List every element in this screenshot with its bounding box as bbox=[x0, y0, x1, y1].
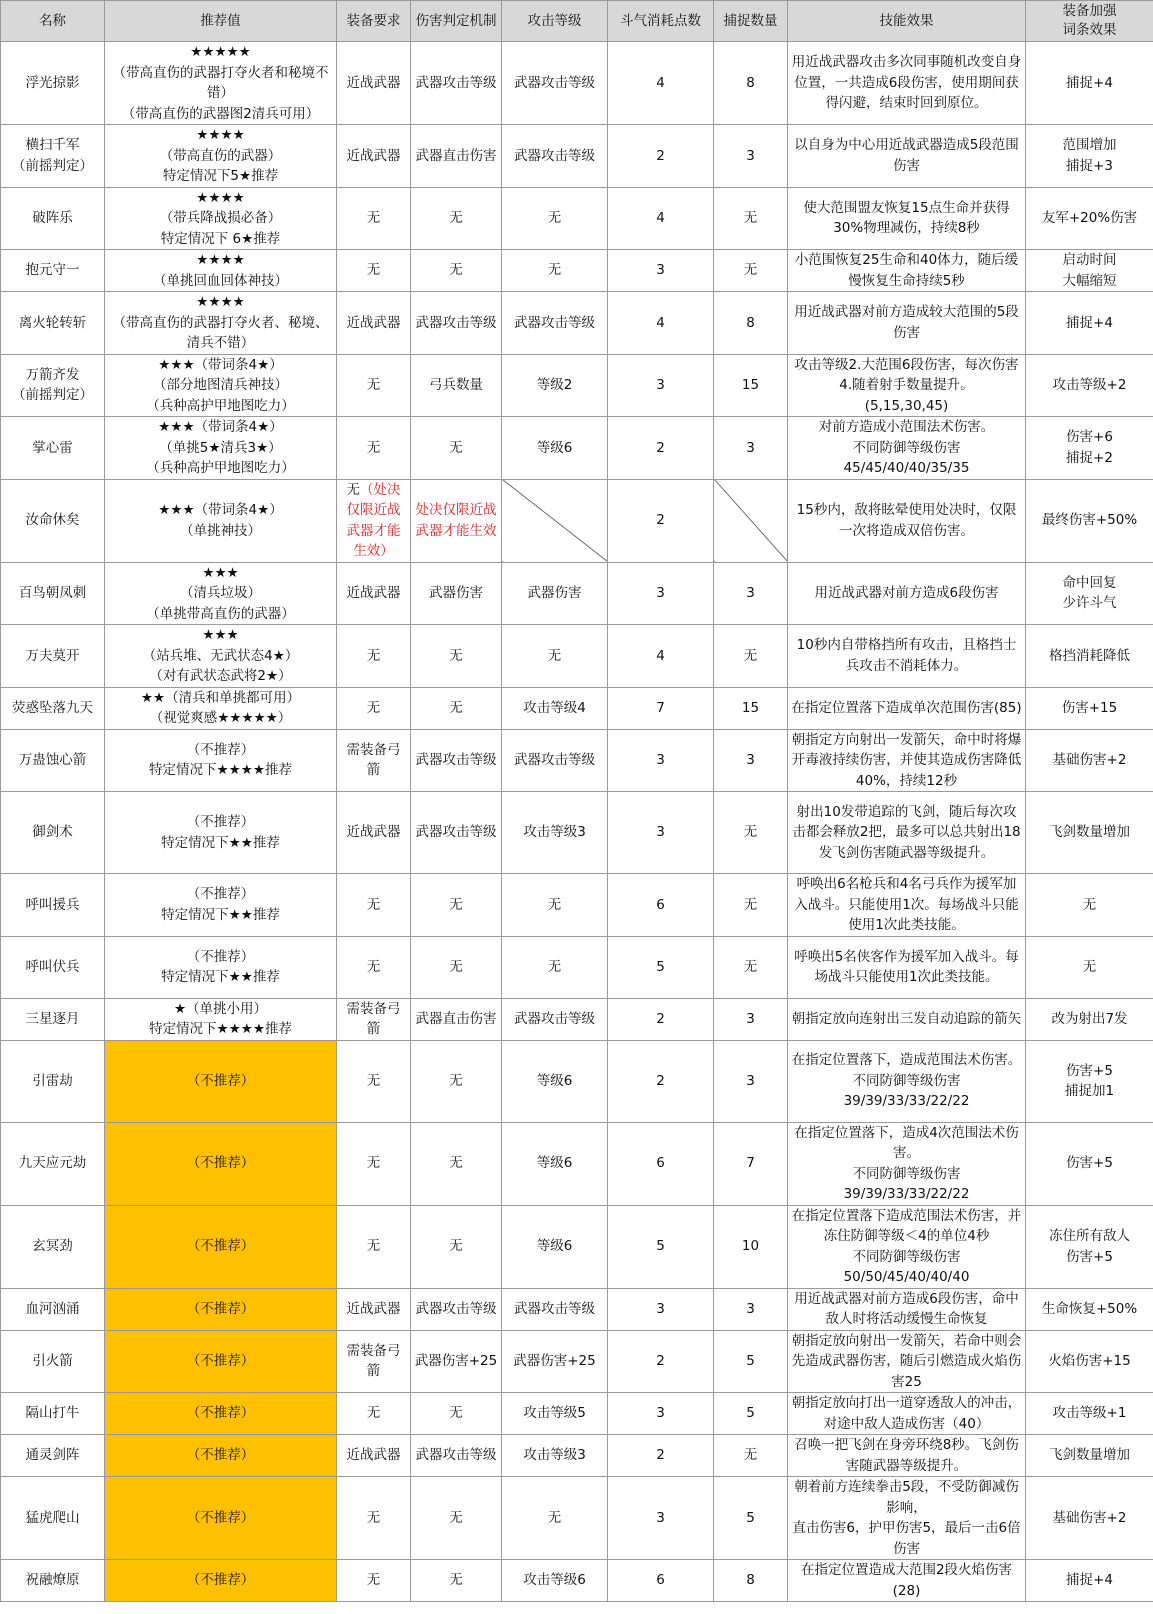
cell-bonus: 范围增加 捕捉+3 bbox=[1026, 125, 1153, 188]
cell-recommendation: （不推荐） 特定情况下★★推荐 bbox=[105, 792, 337, 874]
cell-equipment: 无 bbox=[337, 354, 411, 417]
cell-catch-count: 7 bbox=[714, 1122, 788, 1205]
cell-damage-mechanism: 无 bbox=[411, 687, 502, 729]
cell-name: 横扫千军 （前摇判定） bbox=[1, 125, 105, 188]
cell-effect: 在指定位置造成大范围2段火焰伤害(28) bbox=[788, 1560, 1026, 1602]
cell-cost: 3 bbox=[608, 1477, 714, 1560]
cell-damage-mechanism: 武器攻击等级 bbox=[411, 1435, 502, 1477]
cell-bonus: 启动时间 大幅缩短 bbox=[1026, 250, 1153, 292]
cell-equipment: 无（处决仅限近战武器才能生效） bbox=[337, 479, 411, 562]
cell-cost: 3 bbox=[608, 1393, 714, 1435]
cell-attack-level: 武器攻击等级 bbox=[502, 125, 608, 188]
cell-bonus: 伤害+6 捕捉+2 bbox=[1026, 417, 1153, 480]
cell-name: 万箭齐发 （前摇判定） bbox=[1, 354, 105, 417]
cell-catch-count: 8 bbox=[714, 1560, 788, 1602]
cell-recommendation: （不推荐） bbox=[105, 1040, 337, 1122]
cell-bonus: 火焰伤害+15 bbox=[1026, 1330, 1153, 1393]
cell-attack-level: 等级6 bbox=[502, 1205, 608, 1288]
cell-catch-count: 无 bbox=[714, 792, 788, 874]
cell-bonus: 飞剑数量增加 bbox=[1026, 792, 1153, 874]
cell-effect: 在指定位置落下造成单次范围伤害(85) bbox=[788, 687, 1026, 729]
cell-attack-level: 无 bbox=[502, 1477, 608, 1560]
cell-damage-mechanism: 无 bbox=[411, 936, 502, 998]
cell-catch-count: 8 bbox=[714, 292, 788, 355]
cell-catch-count: 3 bbox=[714, 998, 788, 1040]
cell-catch-count: 3 bbox=[714, 125, 788, 188]
cell-bonus: 伤害+5 bbox=[1026, 1122, 1153, 1205]
cell-attack-level: 武器攻击等级 bbox=[502, 729, 608, 792]
cell-effect: 15秒内，敌将眩晕使用处决时，仅限一次将造成双倍伤害。 bbox=[788, 479, 1026, 562]
cell-catch-count: 无 bbox=[714, 874, 788, 937]
table-row bbox=[1, 125, 1153, 188]
table-row bbox=[1, 187, 1153, 250]
table-row bbox=[1, 687, 1153, 729]
cell-cost: 4 bbox=[608, 42, 714, 125]
cell-name: 九天应元劫 bbox=[1, 1122, 105, 1205]
cell-name: 猛虎爬山 bbox=[1, 1477, 105, 1560]
cell-equipment: 需装备弓箭 bbox=[337, 1330, 411, 1393]
cell-catch-count: 3 bbox=[714, 417, 788, 480]
cell-bonus: 捕捉+4 bbox=[1026, 42, 1153, 125]
cell-name: 三星逐月 bbox=[1, 998, 105, 1040]
cell-name: 玄冥劲 bbox=[1, 1205, 105, 1288]
cell-effect: 用近战武器攻击多次同事随机改变自身位置，一共造成6段伤害，使用期间获得闪避，结束时回到原位。 bbox=[788, 42, 1026, 125]
table-row bbox=[1, 1393, 1153, 1435]
cell-equipment: 无 bbox=[337, 625, 411, 688]
table-row bbox=[1, 936, 1153, 998]
cell-cost: 2 bbox=[608, 1040, 714, 1122]
cell-bonus: 捕捉+4 bbox=[1026, 1560, 1153, 1602]
cell-attack-level: 攻击等级5 bbox=[502, 1393, 608, 1435]
cell-effect: 在指定位置落下造成范围法术伤害，并冻住防御等级＜4的单位4秒 不同防御等级伤害 50/50/45/40/40/40 bbox=[788, 1205, 1026, 1288]
cell-damage-mechanism: 无 bbox=[411, 874, 502, 937]
cell-damage-mechanism: 武器直击伤害 bbox=[411, 998, 502, 1040]
cell-damage-mechanism: 武器攻击等级 bbox=[411, 792, 502, 874]
cell-effect: 在指定位置落下，造成范围法术伤害。 不同防御等级伤害 39/39/33/33/22/22 bbox=[788, 1040, 1026, 1122]
cell-damage-mechanism: 武器攻击等级 bbox=[411, 292, 502, 355]
cell-effect: 朝指定放向打出一道穿透敌人的冲击，对途中敌人造成伤害（40） bbox=[788, 1393, 1026, 1435]
cell-recommendation: （不推荐） bbox=[105, 1122, 337, 1205]
cell-attack-level: 等级6 bbox=[502, 1040, 608, 1122]
cell-equipment: 近战武器 bbox=[337, 125, 411, 188]
cell-damage-mechanism: 处决仅限近战武器才能生效 bbox=[411, 479, 502, 562]
cell-attack-level: 武器攻击等级 bbox=[502, 42, 608, 125]
header-name: 名称 bbox=[1, 1, 105, 42]
cell-bonus: 改为射出7发 bbox=[1026, 998, 1153, 1040]
cell-damage-mechanism: 武器攻击等级 bbox=[411, 42, 502, 125]
cell-effect: 用近战武器对前方造成较大范围的5段伤害 bbox=[788, 292, 1026, 355]
cell-effect: 用近战武器对前方造成6段伤害 bbox=[788, 562, 1026, 625]
cell-equipment: 近战武器 bbox=[337, 792, 411, 874]
cell-cost: 6 bbox=[608, 1122, 714, 1205]
cell-equipment: 无 bbox=[337, 687, 411, 729]
cell-cost: 5 bbox=[608, 936, 714, 998]
cell-cost: 3 bbox=[608, 354, 714, 417]
cell-equipment: 需装备弓箭 bbox=[337, 998, 411, 1040]
cell-recommendation: ★★★★ （单挑回血回体神技） bbox=[105, 250, 337, 292]
cell-bonus: 友军+20%伤害 bbox=[1026, 187, 1153, 250]
cell-cost: 3 bbox=[608, 562, 714, 625]
cell-effect: 朝指定放向射出一发箭矢，若命中则会先造成武器伤害，随后引燃造成火焰伤害25 bbox=[788, 1330, 1026, 1393]
cell-cost: 3 bbox=[608, 792, 714, 874]
cell-recommendation: ★★（清兵和单挑都可用） （视觉爽感★★★★★） bbox=[105, 687, 337, 729]
header-catch-count: 捕捉数量 bbox=[714, 1, 788, 42]
cell-catch-count: 15 bbox=[714, 354, 788, 417]
cell-effect: 朝指定放向连射出三发自动追踪的箭矢 bbox=[788, 998, 1026, 1040]
cell-effect: 呼唤出5名侠客作为援军加入战斗。每场战斗只能使用1次此类技能。 bbox=[788, 936, 1026, 998]
table-row bbox=[1, 1560, 1153, 1602]
cell-name: 浮光掠影 bbox=[1, 42, 105, 125]
cell-attack-level: 武器伤害 bbox=[502, 562, 608, 625]
cell-equipment: 无 bbox=[337, 874, 411, 937]
cell-catch-count: 无 bbox=[714, 1435, 788, 1477]
cell-equipment: 无 bbox=[337, 417, 411, 480]
header-cost: 斗气消耗点数 bbox=[608, 1, 714, 42]
cell-cost: 3 bbox=[608, 250, 714, 292]
cell-name: 隔山打牛 bbox=[1, 1393, 105, 1435]
cell-equipment: 近战武器 bbox=[337, 42, 411, 125]
cell-damage-mechanism: 武器伤害+25 bbox=[411, 1330, 502, 1393]
cell-attack-level: 无 bbox=[502, 187, 608, 250]
cell-cost: 6 bbox=[608, 1560, 714, 1602]
cell-attack-level: 等级2 bbox=[502, 354, 608, 417]
cell-attack-level: 无 bbox=[502, 250, 608, 292]
table-row bbox=[1, 562, 1153, 625]
cell-attack-level bbox=[502, 479, 608, 562]
cell-name: 掌心雷 bbox=[1, 417, 105, 480]
cell-catch-count: 5 bbox=[714, 1330, 788, 1393]
cell-effect: 呼唤出6名枪兵和4名弓兵作为援军加入战斗。只能使用1次。每场战斗只能使用1次此类技能。 bbox=[788, 874, 1026, 937]
cell-catch-count: 3 bbox=[714, 1288, 788, 1330]
table-row bbox=[1, 874, 1153, 937]
cell-attack-level: 无 bbox=[502, 936, 608, 998]
table-row bbox=[1, 250, 1153, 292]
header-equipment: 装备要求 bbox=[337, 1, 411, 42]
cell-recommendation: ★★★★ （带兵降战损必备） 特定情况下 6★推荐 bbox=[105, 187, 337, 250]
cell-recommendation: （不推荐） bbox=[105, 1560, 337, 1602]
cell-catch-count: 5 bbox=[714, 1477, 788, 1560]
cell-bonus: 冻住所有敌人 伤害+5 bbox=[1026, 1205, 1153, 1288]
cell-effect: 攻击等级2.大范围6段伤害，每次伤害4.随着射手数量提升。 (5,15,30,45) bbox=[788, 354, 1026, 417]
cell-damage-mechanism: 无 bbox=[411, 417, 502, 480]
cell-recommendation: ★★★（带词条4★） （单挑5★清兵3★） （兵种高护甲地图吃力） bbox=[105, 417, 337, 480]
cell-attack-level: 攻击等级3 bbox=[502, 792, 608, 874]
cell-cost: 5 bbox=[608, 1205, 714, 1288]
cell-cost: 2 bbox=[608, 1435, 714, 1477]
cell-bonus: 捕捉+4 bbox=[1026, 292, 1153, 355]
cell-cost: 2 bbox=[608, 417, 714, 480]
cell-name: 破阵乐 bbox=[1, 187, 105, 250]
header-recommendation: 推荐值 bbox=[105, 1, 337, 42]
cell-damage-mechanism: 弓兵数量 bbox=[411, 354, 502, 417]
table-row bbox=[1, 1435, 1153, 1477]
cell-recommendation: （不推荐） bbox=[105, 1393, 337, 1435]
table-row bbox=[1, 729, 1153, 792]
cell-equipment: 无 bbox=[337, 936, 411, 998]
cell-effect: 10秒内自带格挡所有攻击，且格挡士兵攻击不消耗体力。 bbox=[788, 625, 1026, 688]
cell-effect: 在指定位置落下，造成4次范围法术伤害。 不同防御等级伤害 39/39/33/33/22/22 bbox=[788, 1122, 1026, 1205]
cell-attack-level: 攻击等级6 bbox=[502, 1560, 608, 1602]
cell-bonus: 伤害+15 bbox=[1026, 687, 1153, 729]
cell-cost: 4 bbox=[608, 187, 714, 250]
cell-attack-level: 武器攻击等级 bbox=[502, 998, 608, 1040]
cell-recommendation: ★★★★ （带高直伤的武器） 特定情况下5★推荐 bbox=[105, 125, 337, 188]
cell-damage-mechanism: 武器伤害 bbox=[411, 562, 502, 625]
table-body bbox=[1, 42, 1153, 1602]
cell-effect: 对前方造成小范围法术伤害。 不同防御等级伤害 45/45/40/40/35/35 bbox=[788, 417, 1026, 480]
cell-equipment: 需装备弓箭 bbox=[337, 729, 411, 792]
cell-cost: 2 bbox=[608, 479, 714, 562]
cell-bonus: 无 bbox=[1026, 874, 1153, 937]
cell-catch-count: 3 bbox=[714, 1040, 788, 1122]
cell-effect: 朝着前方连续拳击5段，不受防御减伤影响， 直击伤害6，护甲伤害5，最后一击6倍伤害 bbox=[788, 1477, 1026, 1560]
header-bonus: 装备加强 词条效果 bbox=[1026, 1, 1153, 42]
cell-effect: 以自身为中心用近战武器造成5段范围伤害 bbox=[788, 125, 1026, 188]
cell-catch-count bbox=[714, 479, 788, 562]
header-row bbox=[1, 1, 1153, 42]
table-row bbox=[1, 42, 1153, 125]
cell-equipment: 近战武器 bbox=[337, 292, 411, 355]
cell-damage-mechanism: 无 bbox=[411, 250, 502, 292]
cell-catch-count: 无 bbox=[714, 187, 788, 250]
cell-cost: 4 bbox=[608, 292, 714, 355]
cell-bonus: 最终伤害+50% bbox=[1026, 479, 1153, 562]
cell-attack-level: 无 bbox=[502, 874, 608, 937]
cell-catch-count: 3 bbox=[714, 562, 788, 625]
cell-cost: 4 bbox=[608, 625, 714, 688]
cell-effect: 召唤一把飞剑在身旁环绕8秒。飞剑伤害随武器等级提升。 bbox=[788, 1435, 1026, 1477]
cell-effect: 用近战武器对前方造成6段伤害，命中敌人时将活动缓慢生命恢复 bbox=[788, 1288, 1026, 1330]
cell-bonus: 基础伤害+2 bbox=[1026, 729, 1153, 792]
cell-bonus: 生命恢复+50% bbox=[1026, 1288, 1153, 1330]
cell-recommendation: ★★★★ （带高直伤的武器打夺火者、秘境、清兵不错） bbox=[105, 292, 337, 355]
cell-effect: 朝指定方向射出一发箭矢，命中时将爆开毒液持续伤害，并使其造成伤害降低40%，持续12秒 bbox=[788, 729, 1026, 792]
cell-recommendation: ★（单挑小用） 特定情况下★★★★推荐 bbox=[105, 998, 337, 1040]
cell-attack-level: 等级6 bbox=[502, 1122, 608, 1205]
cell-bonus: 攻击等级+1 bbox=[1026, 1393, 1153, 1435]
cell-damage-mechanism: 无 bbox=[411, 1560, 502, 1602]
cell-attack-level: 攻击等级3 bbox=[502, 1435, 608, 1477]
cell-catch-count: 8 bbox=[714, 42, 788, 125]
cell-recommendation: ★★★ （站兵堆、无武状态4★） （对有武状态武将2★） bbox=[105, 625, 337, 688]
cell-bonus: 无 bbox=[1026, 936, 1153, 998]
cell-equipment: 无 bbox=[337, 1040, 411, 1122]
cell-catch-count: 3 bbox=[714, 729, 788, 792]
table-row bbox=[1, 1477, 1153, 1560]
cell-name: 荧惑坠落九天 bbox=[1, 687, 105, 729]
cell-damage-mechanism: 无 bbox=[411, 1205, 502, 1288]
cell-recommendation: （不推荐） bbox=[105, 1288, 337, 1330]
cell-cost: 6 bbox=[608, 874, 714, 937]
cell-damage-mechanism: 无 bbox=[411, 1477, 502, 1560]
cell-cost: 3 bbox=[608, 1288, 714, 1330]
cell-cost: 2 bbox=[608, 998, 714, 1040]
cell-name: 万夫莫开 bbox=[1, 625, 105, 688]
cell-attack-level: 无 bbox=[502, 625, 608, 688]
cell-catch-count: 无 bbox=[714, 936, 788, 998]
table-row bbox=[1, 1040, 1153, 1122]
cell-attack-level: 武器攻击等级 bbox=[502, 292, 608, 355]
cell-recommendation: （不推荐） bbox=[105, 1435, 337, 1477]
header-effect: 技能效果 bbox=[788, 1, 1026, 42]
cell-damage-mechanism: 无 bbox=[411, 1393, 502, 1435]
cell-damage-mechanism: 无 bbox=[411, 1040, 502, 1122]
table-row bbox=[1, 1122, 1153, 1205]
cell-damage-mechanism: 武器直击伤害 bbox=[411, 125, 502, 188]
cell-effect: 使大范围盟友恢复15点生命并获得30%物理减伤，持续8秒 bbox=[788, 187, 1026, 250]
cell-name: 抱元守一 bbox=[1, 250, 105, 292]
cell-effect: 射出10发带追踪的飞剑，随后每次攻击都会释放2把，最多可以总共射出18发飞剑伤害随武器等级提升。 bbox=[788, 792, 1026, 874]
table-row bbox=[1, 292, 1153, 355]
cell-equipment: 无 bbox=[337, 1122, 411, 1205]
cell-name: 御剑术 bbox=[1, 792, 105, 874]
cell-name: 通灵剑阵 bbox=[1, 1435, 105, 1477]
cell-equipment: 近战武器 bbox=[337, 1435, 411, 1477]
cell-cost: 3 bbox=[608, 729, 714, 792]
header-damage-mechanism: 伤害判定机制 bbox=[411, 1, 502, 42]
cell-equipment: 近战武器 bbox=[337, 562, 411, 625]
cell-recommendation: （不推荐） 特定情况下★★推荐 bbox=[105, 936, 337, 998]
cell-equipment: 无 bbox=[337, 1393, 411, 1435]
cell-catch-count: 10 bbox=[714, 1205, 788, 1288]
cell-recommendation: ★★★★★ （带高直伤的武器打夺火者和秘境不错） （带高直伤的武器图2清兵可用） bbox=[105, 42, 337, 125]
cell-cost: 7 bbox=[608, 687, 714, 729]
cell-attack-level: 等级6 bbox=[502, 417, 608, 480]
table-row bbox=[1, 1288, 1153, 1330]
cell-recommendation: （不推荐） bbox=[105, 1330, 337, 1393]
cell-recommendation: ★★★（带词条4★） （单挑神技） bbox=[105, 479, 337, 562]
cell-bonus: 伤害+5 捕捉加1 bbox=[1026, 1040, 1153, 1122]
cell-attack-level: 攻击等级4 bbox=[502, 687, 608, 729]
cell-equipment: 无 bbox=[337, 1560, 411, 1602]
header-attack-level: 攻击等级 bbox=[502, 1, 608, 42]
cell-recommendation: （不推荐） 特定情况下★★★★推荐 bbox=[105, 729, 337, 792]
table-row bbox=[1, 417, 1153, 480]
cell-name: 百鸟朝凤刺 bbox=[1, 562, 105, 625]
cell-recommendation: ★★★ （清兵垃圾） （单挑带高直伤的武器） bbox=[105, 562, 337, 625]
cell-catch-count: 无 bbox=[714, 625, 788, 688]
table-row bbox=[1, 354, 1153, 417]
cell-name: 引雷劫 bbox=[1, 1040, 105, 1122]
cell-name: 祝融燎原 bbox=[1, 1560, 105, 1602]
cell-damage-mechanism: 无 bbox=[411, 187, 502, 250]
cell-name: 呼叫援兵 bbox=[1, 874, 105, 937]
cell-equipment: 无 bbox=[337, 187, 411, 250]
table-row bbox=[1, 792, 1153, 874]
cell-recommendation: （不推荐） bbox=[105, 1477, 337, 1560]
table-row bbox=[1, 998, 1153, 1040]
cell-name: 血河汹涌 bbox=[1, 1288, 105, 1330]
cell-catch-count: 15 bbox=[714, 687, 788, 729]
table-row bbox=[1, 479, 1153, 562]
cell-bonus: 命中回复 少许斗气 bbox=[1026, 562, 1153, 625]
cell-damage-mechanism: 武器攻击等级 bbox=[411, 1288, 502, 1330]
cell-equipment: 无 bbox=[337, 1205, 411, 1288]
cell-name: 万蛊蚀心箭 bbox=[1, 729, 105, 792]
cell-recommendation: （不推荐） bbox=[105, 1205, 337, 1288]
cell-equipment: 近战武器 bbox=[337, 1288, 411, 1330]
cell-bonus: 基础伤害+2 bbox=[1026, 1477, 1153, 1560]
cell-recommendation: （不推荐） 特定情况下★★推荐 bbox=[105, 874, 337, 937]
cell-name: 呼叫伏兵 bbox=[1, 936, 105, 998]
table-row bbox=[1, 1205, 1153, 1288]
cell-cost: 2 bbox=[608, 1330, 714, 1393]
cell-name: 汝命休矣 bbox=[1, 479, 105, 562]
cell-bonus: 格挡消耗降低 bbox=[1026, 625, 1153, 688]
cell-catch-count: 无 bbox=[714, 250, 788, 292]
cell-effect: 小范围恢复25生命和40体力，随后缓慢恢复生命持续5秒 bbox=[788, 250, 1026, 292]
cell-damage-mechanism: 无 bbox=[411, 1122, 502, 1205]
cell-equipment: 无 bbox=[337, 250, 411, 292]
cell-recommendation: ★★★（带词条4★） （部分地图清兵神技） （兵种高护甲地图吃力） bbox=[105, 354, 337, 417]
cell-bonus: 攻击等级+2 bbox=[1026, 354, 1153, 417]
cell-catch-count: 5 bbox=[714, 1393, 788, 1435]
cell-equipment: 无 bbox=[337, 1477, 411, 1560]
table-row bbox=[1, 625, 1153, 688]
cell-attack-level: 武器攻击等级 bbox=[502, 1288, 608, 1330]
table-row bbox=[1, 1330, 1153, 1393]
cell-cost: 2 bbox=[608, 125, 714, 188]
cell-name: 离火轮转斩 bbox=[1, 292, 105, 355]
cell-attack-level: 武器伤害+25 bbox=[502, 1330, 608, 1393]
cell-damage-mechanism: 武器攻击等级 bbox=[411, 729, 502, 792]
cell-damage-mechanism: 无 bbox=[411, 625, 502, 688]
cell-bonus: 飞剑数量增加 bbox=[1026, 1435, 1153, 1477]
cell-name: 引火箭 bbox=[1, 1330, 105, 1393]
